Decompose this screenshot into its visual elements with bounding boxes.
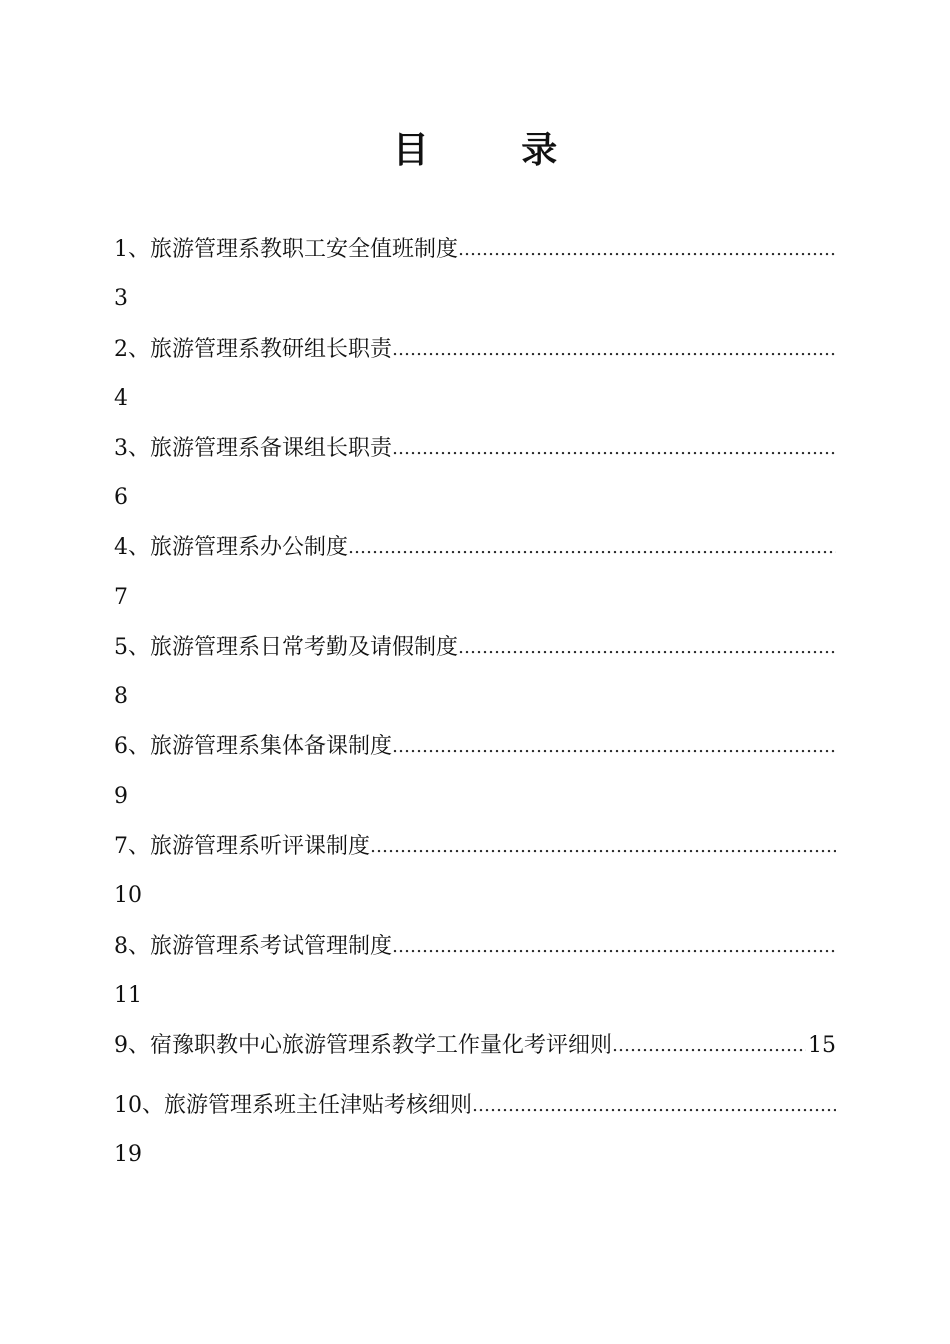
toc-entry-number: 7、 (114, 834, 150, 859)
toc-entry-number: 10、 (114, 1093, 164, 1118)
toc-entry (114, 434, 836, 464)
toc-entry-page: 6 (114, 485, 128, 510)
toc-entry-number: 9、 (114, 1033, 150, 1058)
toc-entry (114, 533, 836, 563)
toc-dot-leader (348, 533, 836, 563)
toc-entry (114, 1091, 836, 1121)
toc-entry (114, 832, 836, 862)
toc-entry-title: 旅游管理系考试管理制度 (150, 934, 393, 959)
toc-entry-title: 宿豫职教中心旅游管理系教学工作量化考评细则 (150, 1033, 613, 1058)
toc-entry-page: 15 (808, 1033, 836, 1058)
toc-entry-number: 2、 (114, 337, 150, 362)
toc-entry-title: 旅游管理系日常考勤及请假制度 (150, 635, 459, 660)
toc-entry-page: 11 (114, 983, 142, 1008)
toc-entry-page: 19 (114, 1142, 142, 1167)
toc-entry-title: 旅游管理系备课组长职责 (150, 436, 393, 461)
toc-entry-page: 3 (114, 286, 128, 311)
toc-entry-title: 旅游管理系班主任津贴考核细则 (164, 1093, 473, 1118)
toc-entry-page: 4 (114, 386, 128, 411)
toc-dot-leader (370, 832, 836, 862)
toc-entry-page: 10 (114, 883, 142, 908)
toc-dot-leader (612, 1031, 806, 1061)
toc-entry-title: 旅游管理系听评课制度 (150, 834, 371, 859)
toc-entry (114, 732, 836, 762)
toc-title: 目 录 (392, 129, 598, 171)
toc-dot-leader (392, 732, 836, 762)
toc-entry-title: 旅游管理系教研组长职责 (150, 337, 393, 362)
toc-entry (114, 335, 836, 365)
toc-dot-leader (392, 335, 836, 365)
toc-entry (114, 235, 836, 265)
toc-dot-leader (472, 1091, 836, 1121)
toc-entry-title: 旅游管理系教职工安全值班制度 (150, 237, 459, 262)
toc-entry-page: 8 (114, 684, 128, 709)
toc-entry (114, 633, 836, 663)
toc-entry-page: 9 (114, 784, 128, 809)
toc-dot-leader (392, 434, 836, 464)
toc-entry-number: 3、 (114, 436, 150, 461)
toc-entry-page: 7 (114, 585, 128, 610)
toc-entry-number: 1、 (114, 237, 150, 262)
toc-dot-leader (458, 633, 836, 663)
toc-entry-number: 4、 (114, 535, 150, 560)
toc-entry-number: 8、 (114, 934, 150, 959)
toc-entry-number: 5、 (114, 635, 150, 660)
toc-entry-number: 6、 (114, 734, 150, 759)
toc-entry-title: 旅游管理系集体备课制度 (150, 734, 393, 759)
toc-entry (114, 932, 836, 962)
toc-dot-leader (392, 932, 836, 962)
toc-dot-leader (458, 235, 836, 265)
toc-entry (114, 1031, 836, 1061)
toc-entry-title: 旅游管理系办公制度 (150, 535, 349, 560)
